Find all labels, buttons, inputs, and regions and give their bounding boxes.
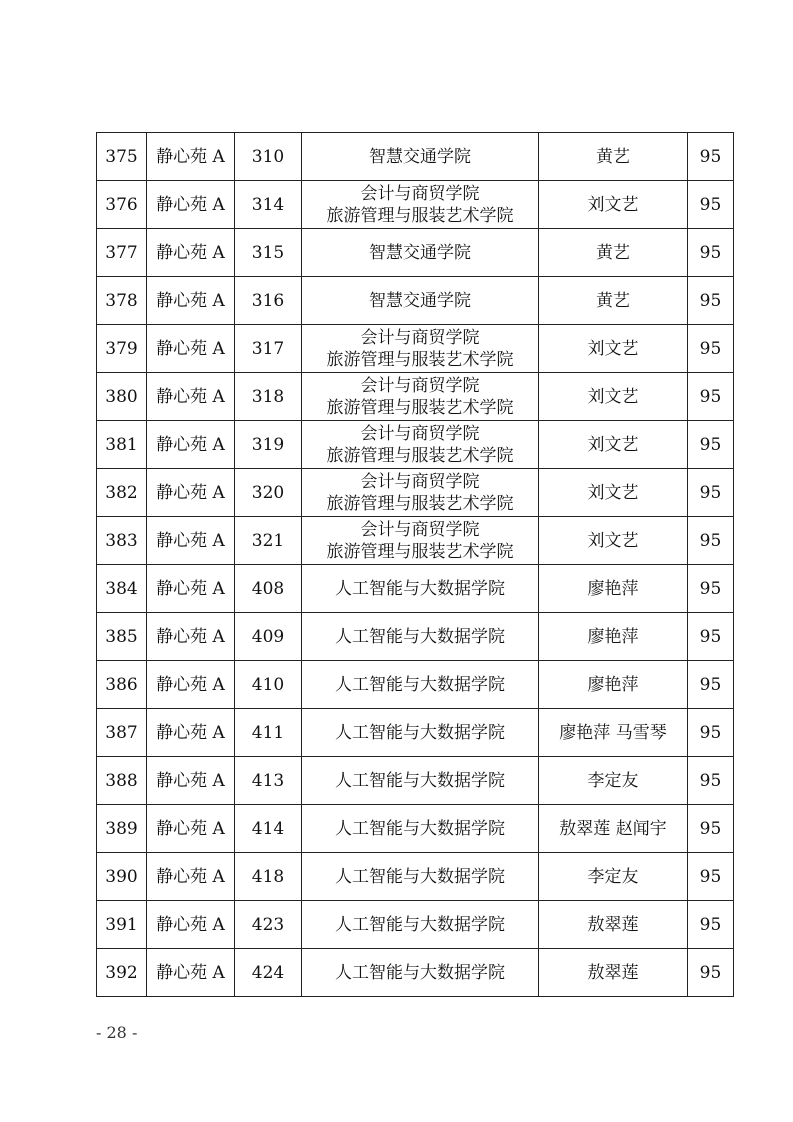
row-number-cell: 389 [97,805,147,853]
building-cell: 静心苑 A [147,853,235,901]
room-number-cell: 413 [235,757,302,805]
college-cell [302,133,539,181]
table-row [97,661,734,709]
row-number-cell: 376 [97,181,147,229]
table-row [97,853,734,901]
college-cell [302,949,539,997]
college-name: 人工智能与大数据学院 [335,722,505,743]
table-row [97,421,734,469]
college-cell [302,709,539,757]
college-name: 会计与商贸学院 [360,375,480,396]
college-name: 旅游管理与服装艺术学院 [326,541,514,562]
responsible-person-cell: 敖翠莲 [539,901,688,949]
college-name: 人工智能与大数据学院 [335,770,505,791]
college-cell [302,229,539,277]
room-number-cell: 314 [235,181,302,229]
room-number-cell: 408 [235,565,302,613]
responsible-person-cell: 黄艺 [539,229,688,277]
college-cell [302,325,539,373]
responsible-person-cell: 刘文艺 [539,373,688,421]
college-name: 会计与商贸学院 [360,423,480,444]
building-cell: 静心苑 A [147,133,235,181]
college-cell [302,853,539,901]
building-cell: 静心苑 A [147,709,235,757]
building-cell: 静心苑 A [147,661,235,709]
table-row [97,613,734,661]
responsible-person-cell: 李定友 [539,853,688,901]
table-row [97,709,734,757]
score-cell: 95 [688,901,734,949]
table-row [97,133,734,181]
responsible-person-cell: 黄艺 [539,277,688,325]
responsible-person-cell: 李定友 [539,757,688,805]
score-cell: 95 [688,565,734,613]
responsible-person-cell: 廖艳萍 [539,565,688,613]
table-row [97,757,734,805]
responsible-person-cell: 刘文艺 [539,517,688,565]
table-body [97,133,734,997]
responsible-person-cell: 敖翠莲 [539,949,688,997]
room-number-cell: 317 [235,325,302,373]
college-cell [302,757,539,805]
table-row [97,901,734,949]
responsible-person-cell: 黄艺 [539,133,688,181]
college-name: 旅游管理与服装艺术学院 [326,205,514,226]
college-name: 人工智能与大数据学院 [335,578,505,599]
building-cell: 静心苑 A [147,277,235,325]
room-number-cell: 410 [235,661,302,709]
table-row [97,325,734,373]
room-number-cell: 320 [235,469,302,517]
college-cell [302,613,539,661]
responsible-person-cell: 敖翠莲 赵闻宇 [539,805,688,853]
row-number-cell: 378 [97,277,147,325]
row-number-cell: 391 [97,901,147,949]
row-number-cell: 381 [97,421,147,469]
building-cell: 静心苑 A [147,421,235,469]
college-cell [302,373,539,421]
room-number-cell: 423 [235,901,302,949]
college-name: 人工智能与大数据学院 [335,962,505,983]
table-row [97,373,734,421]
table-row [97,949,734,997]
building-cell: 静心苑 A [147,565,235,613]
row-number-cell: 384 [97,565,147,613]
room-number-cell: 409 [235,613,302,661]
row-number-cell: 377 [97,229,147,277]
room-number-cell: 315 [235,229,302,277]
building-cell: 静心苑 A [147,901,235,949]
table-row [97,181,734,229]
college-name: 旅游管理与服装艺术学院 [326,445,514,466]
table-row [97,517,734,565]
college-name: 智慧交通学院 [369,290,471,311]
building-cell: 静心苑 A [147,805,235,853]
row-number-cell: 383 [97,517,147,565]
college-cell [302,469,539,517]
college-cell [302,421,539,469]
college-name: 旅游管理与服装艺术学院 [326,397,514,418]
row-number-cell: 387 [97,709,147,757]
building-cell: 静心苑 A [147,517,235,565]
room-number-cell: 319 [235,421,302,469]
score-cell: 95 [688,613,734,661]
row-number-cell: 388 [97,757,147,805]
row-number-cell: 379 [97,325,147,373]
table-row [97,277,734,325]
college-name: 人工智能与大数据学院 [335,866,505,887]
room-number-cell: 318 [235,373,302,421]
college-name: 智慧交通学院 [369,242,471,263]
building-cell: 静心苑 A [147,325,235,373]
responsible-person-cell: 刘文艺 [539,421,688,469]
score-cell: 95 [688,421,734,469]
score-cell: 95 [688,373,734,421]
score-cell: 95 [688,277,734,325]
college-cell [302,181,539,229]
score-cell: 95 [688,469,734,517]
room-number-cell: 418 [235,853,302,901]
college-name: 人工智能与大数据学院 [335,626,505,647]
score-cell: 95 [688,757,734,805]
score-cell: 95 [688,853,734,901]
responsible-person-cell: 廖艳萍 马雪琴 [539,709,688,757]
row-number-cell: 390 [97,853,147,901]
score-cell: 95 [688,325,734,373]
row-number-cell: 385 [97,613,147,661]
row-number-cell: 380 [97,373,147,421]
building-cell: 静心苑 A [147,469,235,517]
row-number-cell: 382 [97,469,147,517]
score-cell: 95 [688,133,734,181]
college-name: 人工智能与大数据学院 [335,818,505,839]
responsible-person-cell: 刘文艺 [539,325,688,373]
table-row [97,229,734,277]
score-cell: 95 [688,805,734,853]
dorm-inspection-table [96,132,734,997]
page-number: - 28 - [96,1023,138,1042]
score-cell: 95 [688,949,734,997]
college-name: 会计与商贸学院 [360,327,480,348]
responsible-person-cell: 刘文艺 [539,469,688,517]
score-cell: 95 [688,661,734,709]
building-cell: 静心苑 A [147,613,235,661]
row-number-cell: 392 [97,949,147,997]
row-number-cell: 386 [97,661,147,709]
college-cell [302,565,539,613]
building-cell: 静心苑 A [147,181,235,229]
room-number-cell: 424 [235,949,302,997]
score-cell: 95 [688,229,734,277]
building-cell: 静心苑 A [147,949,235,997]
college-cell [302,517,539,565]
responsible-person-cell: 廖艳萍 [539,661,688,709]
college-name: 人工智能与大数据学院 [335,914,505,935]
college-name: 会计与商贸学院 [360,519,480,540]
college-name: 会计与商贸学院 [360,183,480,204]
room-number-cell: 321 [235,517,302,565]
college-name: 旅游管理与服装艺术学院 [326,349,514,370]
row-number-cell: 375 [97,133,147,181]
table-row [97,469,734,517]
college-cell [302,277,539,325]
score-cell: 95 [688,181,734,229]
score-cell: 95 [688,517,734,565]
responsible-person-cell: 廖艳萍 [539,613,688,661]
college-name: 旅游管理与服装艺术学院 [326,493,514,514]
college-name: 智慧交通学院 [369,146,471,167]
college-cell [302,661,539,709]
table-row [97,565,734,613]
college-name: 人工智能与大数据学院 [335,674,505,695]
responsible-person-cell: 刘文艺 [539,181,688,229]
building-cell: 静心苑 A [147,373,235,421]
building-cell: 静心苑 A [147,229,235,277]
room-number-cell: 316 [235,277,302,325]
college-cell [302,901,539,949]
table-row [97,805,734,853]
college-name: 会计与商贸学院 [360,471,480,492]
college-cell [302,805,539,853]
score-cell: 95 [688,709,734,757]
room-number-cell: 310 [235,133,302,181]
room-number-cell: 411 [235,709,302,757]
room-number-cell: 414 [235,805,302,853]
building-cell: 静心苑 A [147,757,235,805]
